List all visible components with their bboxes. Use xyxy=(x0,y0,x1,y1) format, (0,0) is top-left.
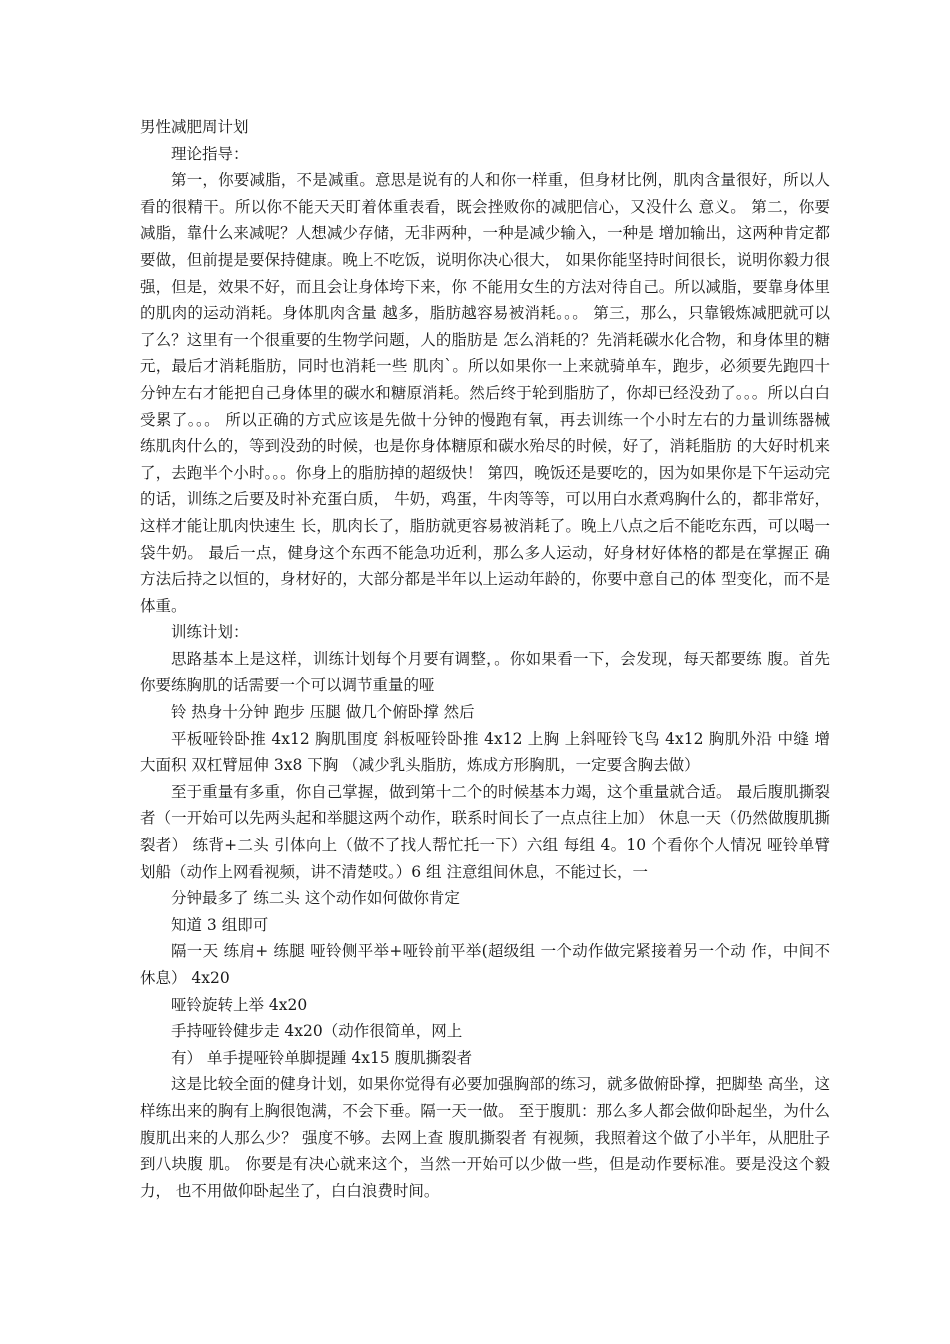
rotate-press-line: 哑铃旋转上举 4x20 xyxy=(171,995,308,1014)
dumbbell-walk-line: 手持哑铃健步走 4x20（动作很简单，网上 xyxy=(171,1022,463,1041)
shoulder-leg-paragraph: 隔一天 练肩+ 练腿 哑铃侧平举+哑铃前平举(超级组 一个动作做完紧接着另一个动 作，中间不休息） 4x20 xyxy=(140,942,830,987)
plan-intro-paragraph: 思路基本上是这样，训练计划每个月要有调整，。你如果看一下，会发现，每天都要练 腹。首先你要练胸肌的话需要一个可以调节重量的哑 xyxy=(140,649,830,695)
theory-heading: 理论指导： xyxy=(171,144,249,163)
sets-line: 知道 3 组即可 xyxy=(171,915,269,934)
plan-heading: 训练计划： xyxy=(171,623,249,642)
closing-paragraph: 这是比较全面的健身计划，如果你觉得有必要加强胸部的练习，就多做俯卧撑，把脚垫 高坐，这样练出来的胸有上胸很饱满，不会下垂。隔一天一做。 至于腹肌：那么多人都会做仰卧起坐，为什么腹肌出来的人那么少？ 强度不够。去网上查 腹肌撕裂者 有视频，我照着这个做了小半年，从肥肚子到八块腹 肌。 你要是有决心就来这个，当然一开始可以少做一些，但是动作要标准。要是没这个毅力， 也不用做仰卧起坐了，白白浪费时间。 xyxy=(140,1075,830,1200)
warmup-line: 铃 热身十分钟 跑步 压腿 做几个俯卧撑 然后 xyxy=(171,703,475,722)
theory-paragraph: 第一，你要减脂，不是减重。意思是说有的人和你一样重，但身材比例，肌肉含量很好，所以人看的很精干。所以你不能天天盯着体重表看，既会挫败你的减肥信心，又没什么 意义。 第二，你要减脂，靠什么来减呢？人想减少存储，无非两种，一种是减少输入，一种是 增加输出，这两种肯定都要做，但前提是要保持健康。晚上不吃饭，说明你决心很大， 如果你能坚持时间很长，说明你毅力很强，但是，效果不好，而且会让身体垮下来，你 不能用女生的方法对待自己。所以减脂，要靠身体里的肌肉的运动消耗。身体肌肉含量 越多，脂肪越容易被消耗。。。 第三，那么，只靠锻炼减肥就可以了么？这里有一个很重要的生物学问题，人的脂肪是 怎么消耗的？先消耗碳水化合物，和身体里的糖元，最后才消耗脂肪，同时也消耗一些 肌肉`。所以如果你一上来就骑单车，跑步，必须要先跑四十分钟左右才能把自己身体里的碳水和糖原消耗。然后终于轮到脂肪了，你却已经没劲了。。。所以白白受累了。。。 所以正确的方式应该是先做十分钟的慢跑有氧，再去训练一个小时左右的力量训练器械 练肌肉什么的，等到没劲的时候，也是你身体糖原和碳水殆尽的时候，好了，消耗脂肪 的大好时机来了，去跑半个小时。。。你身上的脂肪掉的超级快！ 第四，晚饭还是要吃的，因为如果你是下午运动完的话，训练之后要及时补充蛋白质， 牛奶，鸡蛋，牛肉等等，可以用白水煮鸡胸什么的，都非常好，这样才能让肌肉快速生 长，肌肉长了，脂肪就更容易被消耗了。晚上八点之后不能吃东西，可以喝一袋牛奶。 最后一点，健身这个东西不能急功近利，那么多人运动，好身材好体格的都是在掌握正 确方法后持之以恒的，身材好的，大部分都是半年以上运动年龄的，你要中意自己的体 型变化，而不是体重。 xyxy=(140,171,830,615)
document-page xyxy=(140,114,830,1204)
calf-raise-line: 有） 单手提哑铃单脚提踵 4x15 腹肌撕裂者 xyxy=(171,1048,473,1067)
document-title: 男性减肥周计划 xyxy=(140,118,249,136)
biceps-line: 分钟最多了 练二头 这个动作如何做你肯定 xyxy=(171,889,460,908)
chest-exercises-paragraph: 平板哑铃卧推 4x12 胸肌围度 斜板哑铃卧推 4x12 上胸 上斜哑铃飞鸟 4x12 胸肌外沿 中缝 增大面积 双杠臂屈伸 3x8 下胸 （减少乳头脂肪，炼成方形胸肌，一定要含胸去做） xyxy=(140,729,830,775)
weight-advice-paragraph: 至于重量有多重，你自己掌握，做到第十二个的时候基本力竭，这个重量就合适。 最后腹肌撕裂者（一开始可以先两头起和举腿这两个动作，联系时间长了一点点往上加） 休息一天（仍然做腹肌撕裂者） 练背+二头 引体向上（做不了找人帮忙托一下）六组 每组 4。10 个看你个人情况 哑铃单臂划船（动作上网看视频，讲不清楚哎。）6 组 注意组间休息，不能过长，一 xyxy=(140,782,830,881)
